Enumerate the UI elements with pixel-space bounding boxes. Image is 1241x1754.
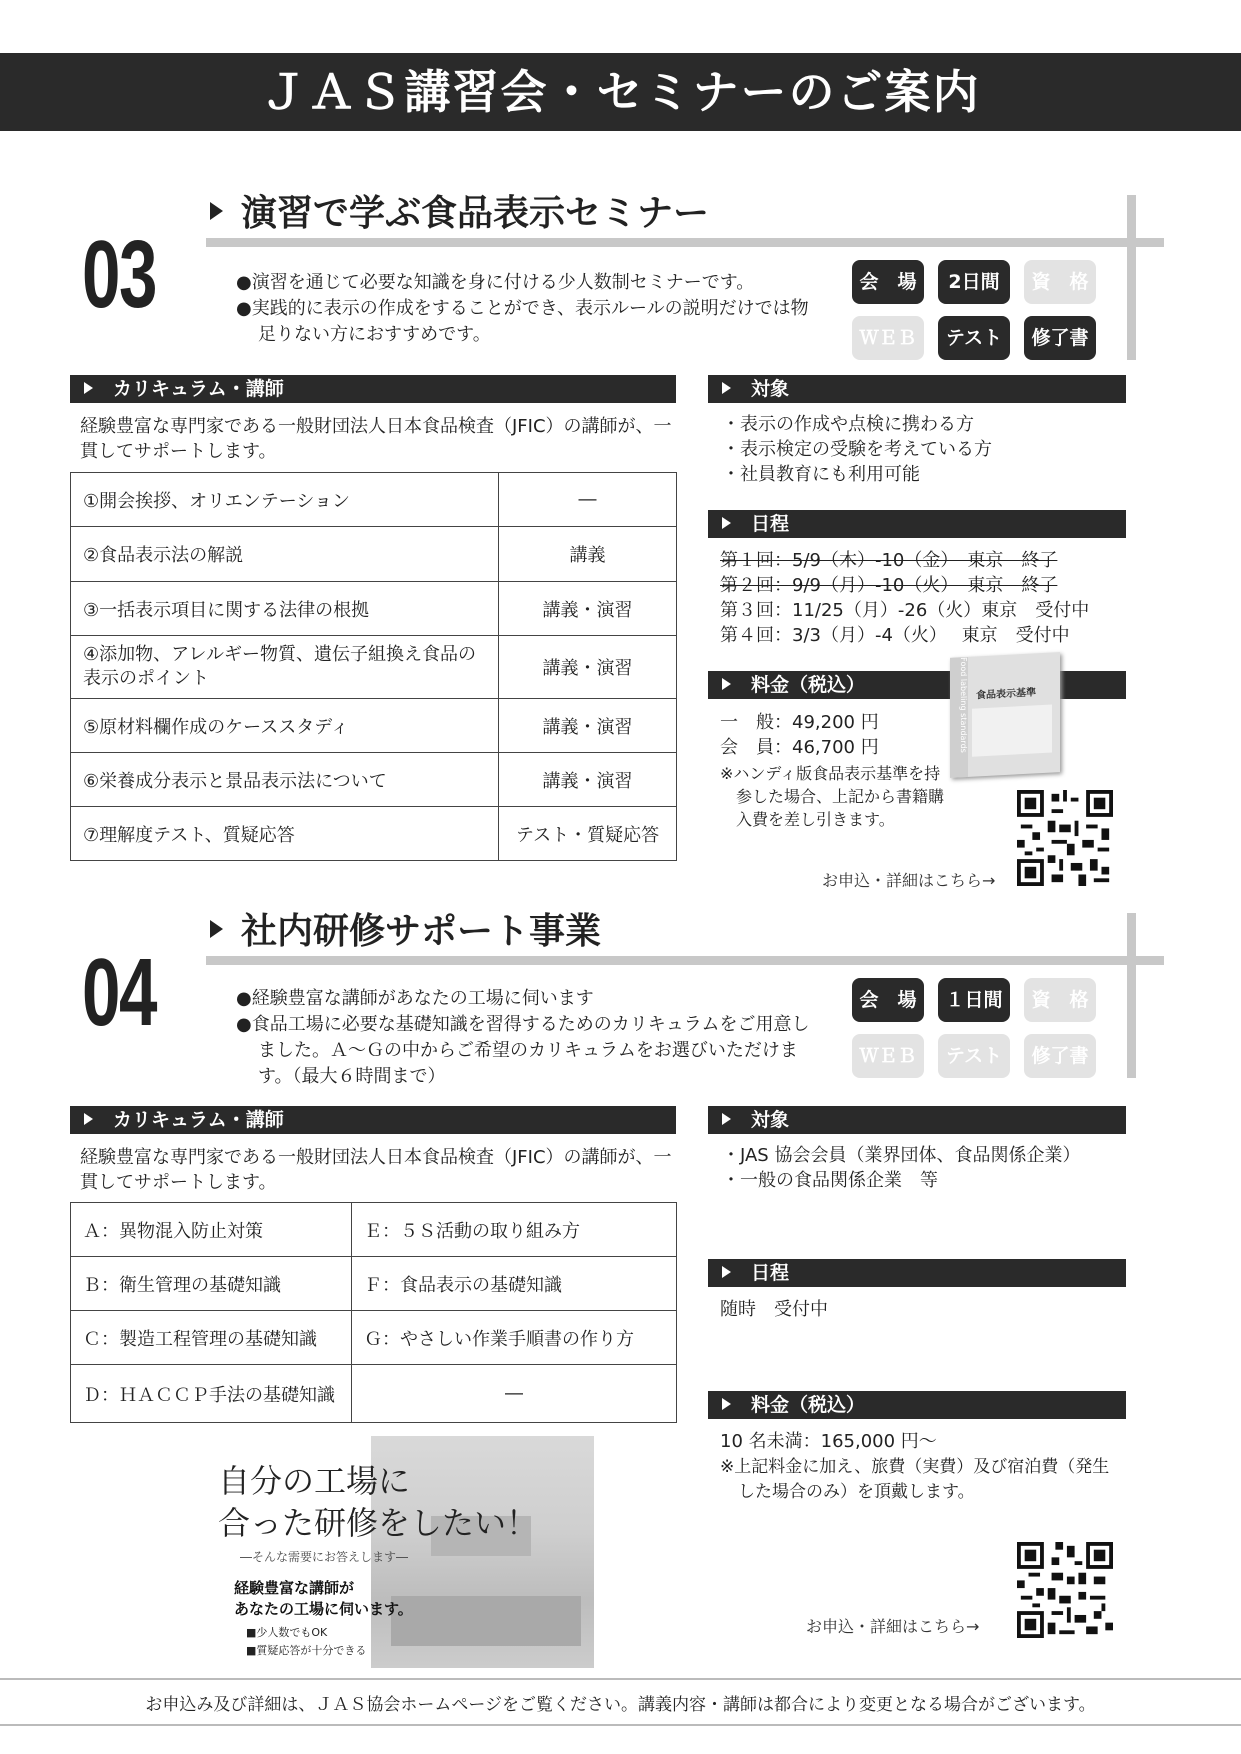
badge-web: ＷＥＢ [852,1034,924,1078]
table-row [71,1257,677,1311]
list-item: ・表示検定の受験を考えている方 [722,439,992,460]
triangle-icon [722,678,731,690]
divider [0,1678,1241,1680]
curriculum-description: 経験豊富な専門家である一般財団法人日本食品検査（JFIC）の講師が、一貫してサポートします。 [80,1147,672,1193]
target-list [722,1143,1132,1193]
promo-points: ■少人数でもOK ■質疑応答が十分できる [246,1626,367,1657]
curriculum-item: Ｂ：衛生管理の基礎知識 [71,1257,352,1311]
schedule-text: 随時 受付中 [720,1299,828,1320]
triangle-icon [722,382,731,394]
triangle-icon [84,1113,93,1125]
schedule-heading: 日程 [708,510,1126,538]
table-row [71,753,677,807]
list-item: ・一般の食品関係企業 等 [722,1170,938,1191]
badge-duration: 2日間 [938,260,1010,304]
target-heading: 対象 [708,375,1126,403]
fee-note: ※上記料金に加え、旅費（実費）及び宿泊費（発生した場合のみ）を頂戴します。 [720,1457,1110,1502]
curriculum-item: Ｇ：やさしい作業手順書の作り方 [352,1311,677,1365]
badge-certificate: 修了書 [1024,1034,1096,1078]
curriculum-type: 講義・演習 [499,699,677,753]
schedule-item: 第１回：5/9（木）-10（金） 東京 終了 [720,550,1058,571]
badge-venue: 会 場 [852,260,924,304]
list-item: ・JAS 協会会員（業界団体、食品関係企業） [722,1145,1081,1166]
curriculum-item: Ｄ：ＨＡＣＣＰ手法の基礎知識 [71,1365,352,1423]
table-row [71,636,677,699]
apply-link[interactable]: お申込・詳細はこちら→ [806,1617,980,1636]
list-item: ・表示の作成や点検に携わる方 [722,414,974,435]
promo-bold: 経験豊富な講師が あなたの工場に伺います。 [234,1579,413,1618]
target-heading: 対象 [708,1106,1126,1134]
curriculum-type: テスト・質疑応答 [499,807,677,861]
curriculum-table [70,1202,677,1423]
fee-heading: 料金（税込） [708,1391,1126,1419]
apply-link[interactable]: お申込・詳細はこちら→ [822,871,996,890]
curriculum-heading: カリキュラム・講師 [70,1106,676,1134]
section-03-intro: ●演習を通じて必要な知識を身に付ける少人数制セミナーです。 ●実践的に表示の作成をすることができ、表示ルールの説明だけでは物足りない方におすすめです。 [236,272,809,345]
curriculum-type: 講義・演習 [499,582,677,636]
badge-test: テスト [938,316,1010,360]
book-image: Food labeling standards 食品表示基準 [950,652,1060,778]
curriculum-item: Ｅ：５Ｓ活動の取り組み方 [352,1203,677,1257]
fee-note: ※ハンディ版食品表示基準を持参した場合、上記から書籍購入費を差し引きます。 [720,764,945,829]
triangle-icon [210,920,223,938]
badge-certificate: 修了書 [1024,316,1096,360]
curriculum-table [70,472,677,861]
curriculum-type: 講義・演習 [499,636,677,699]
triangle-icon [722,1113,731,1125]
curriculum-item: Ａ：異物混入防止対策 [71,1203,352,1257]
curriculum-type: 講義・演習 [499,753,677,807]
curriculum-description: 経験豊富な専門家である一般財団法人日本食品検査（JFIC）の講師が、一貫してサポートします。 [80,416,672,462]
fee-list: 一 般：49,200 円 会 員：46,700 円 [720,712,879,758]
qr-code-icon[interactable] [1017,1542,1113,1638]
table-row [71,473,677,527]
divider [1127,913,1136,1078]
divider [1127,195,1136,360]
table-row [71,527,677,582]
fee-text: 10 名未満：165,000 円～ [720,1431,937,1452]
table-row [71,1311,677,1365]
schedule-heading: 日程 [708,1259,1126,1287]
curriculum-heading: カリキュラム・講師 [70,375,676,403]
divider [206,956,1164,965]
divider [0,1724,1241,1726]
target-list [722,412,1122,487]
table-row [71,1203,677,1257]
triangle-icon [722,1266,731,1278]
curriculum-item: ④添加物、アレルギー物質、遺伝子組換え食品の表示のポイント [71,636,499,699]
fee-heading: 料金（税込） [708,671,1126,699]
table-row [71,582,677,636]
badge-duration: １日間 [938,978,1010,1022]
section-04-number: 04 [82,939,157,1046]
triangle-icon [84,382,93,394]
curriculum-type: ― [499,473,677,527]
section-04-title: 社内研修サポート事業 [210,903,601,954]
badge-test: テスト [938,1034,1010,1078]
curriculum-item: Ｃ：製造工程管理の基礎知識 [71,1311,352,1365]
schedule-list [720,548,1130,648]
footer-note: お申込み及び詳細は、ＪＡＳ協会ホームページをご覧ください。講義内容・講師は都合により変更となる場合がございます。 [145,1695,1096,1715]
curriculum-item: ⑥栄養成分表示と景品表示法について [71,753,499,807]
badge-web: ＷＥＢ [852,316,924,360]
badge-venue: 会 場 [852,978,924,1022]
list-item: ・社員教育にも利用可能 [722,464,920,485]
curriculum-item: ①開会挨拶、オリエンテーション [71,473,499,527]
qr-code-icon[interactable] [1017,790,1113,886]
section-03-title: 演習で学ぶ食品表示セミナー [210,185,709,236]
triangle-icon [722,517,731,529]
badge-qualification: 資 格 [1024,978,1096,1022]
promo-headline: 自分の工場に 合った研修をしたい！ [218,1462,539,1542]
curriculum-type: 講義 [499,527,677,582]
schedule-item: 第２回：9/9（月）-10（火） 東京 終了 [720,575,1058,596]
table-row [71,807,677,861]
promo-subtitle: ―そんな需要にお答えします― [240,1550,409,1564]
badge-qualification: 資 格 [1024,260,1096,304]
schedule-item: 第３回：11/25（月）-26（火）東京 受付中 [720,600,1090,621]
section-04-intro: ●経験豊富な講師があなたの工場に伺います ●食品工場に必要な基礎知識を習得するためのカリキュラムをご用意しました。Ａ～Ｇの中からご希望のカリキュラムをお選びいただけます。（最大６時間まで） [236,988,810,1087]
curriculum-item: Ｆ：食品表示の基礎知識 [352,1257,677,1311]
curriculum-item: ⑦理解度テスト、質疑応答 [71,807,499,861]
page-banner: ＪＡＳ講習会・セミナーのご案内 [0,53,1241,131]
curriculum-item: ⑤原材料欄作成のケーススタディ [71,699,499,753]
section-03-number: 03 [82,221,157,328]
table-row [71,699,677,753]
curriculum-item: ― [352,1365,677,1423]
curriculum-item: ③一括表示項目に関する法律の根拠 [71,582,499,636]
triangle-icon [722,1398,731,1410]
triangle-icon [210,202,223,220]
schedule-item: 第４回：3/3（月）-4（火） 東京 受付中 [720,625,1070,646]
divider [206,238,1164,247]
table-row [71,1365,677,1423]
curriculum-item: ②食品表示法の解説 [71,527,499,582]
